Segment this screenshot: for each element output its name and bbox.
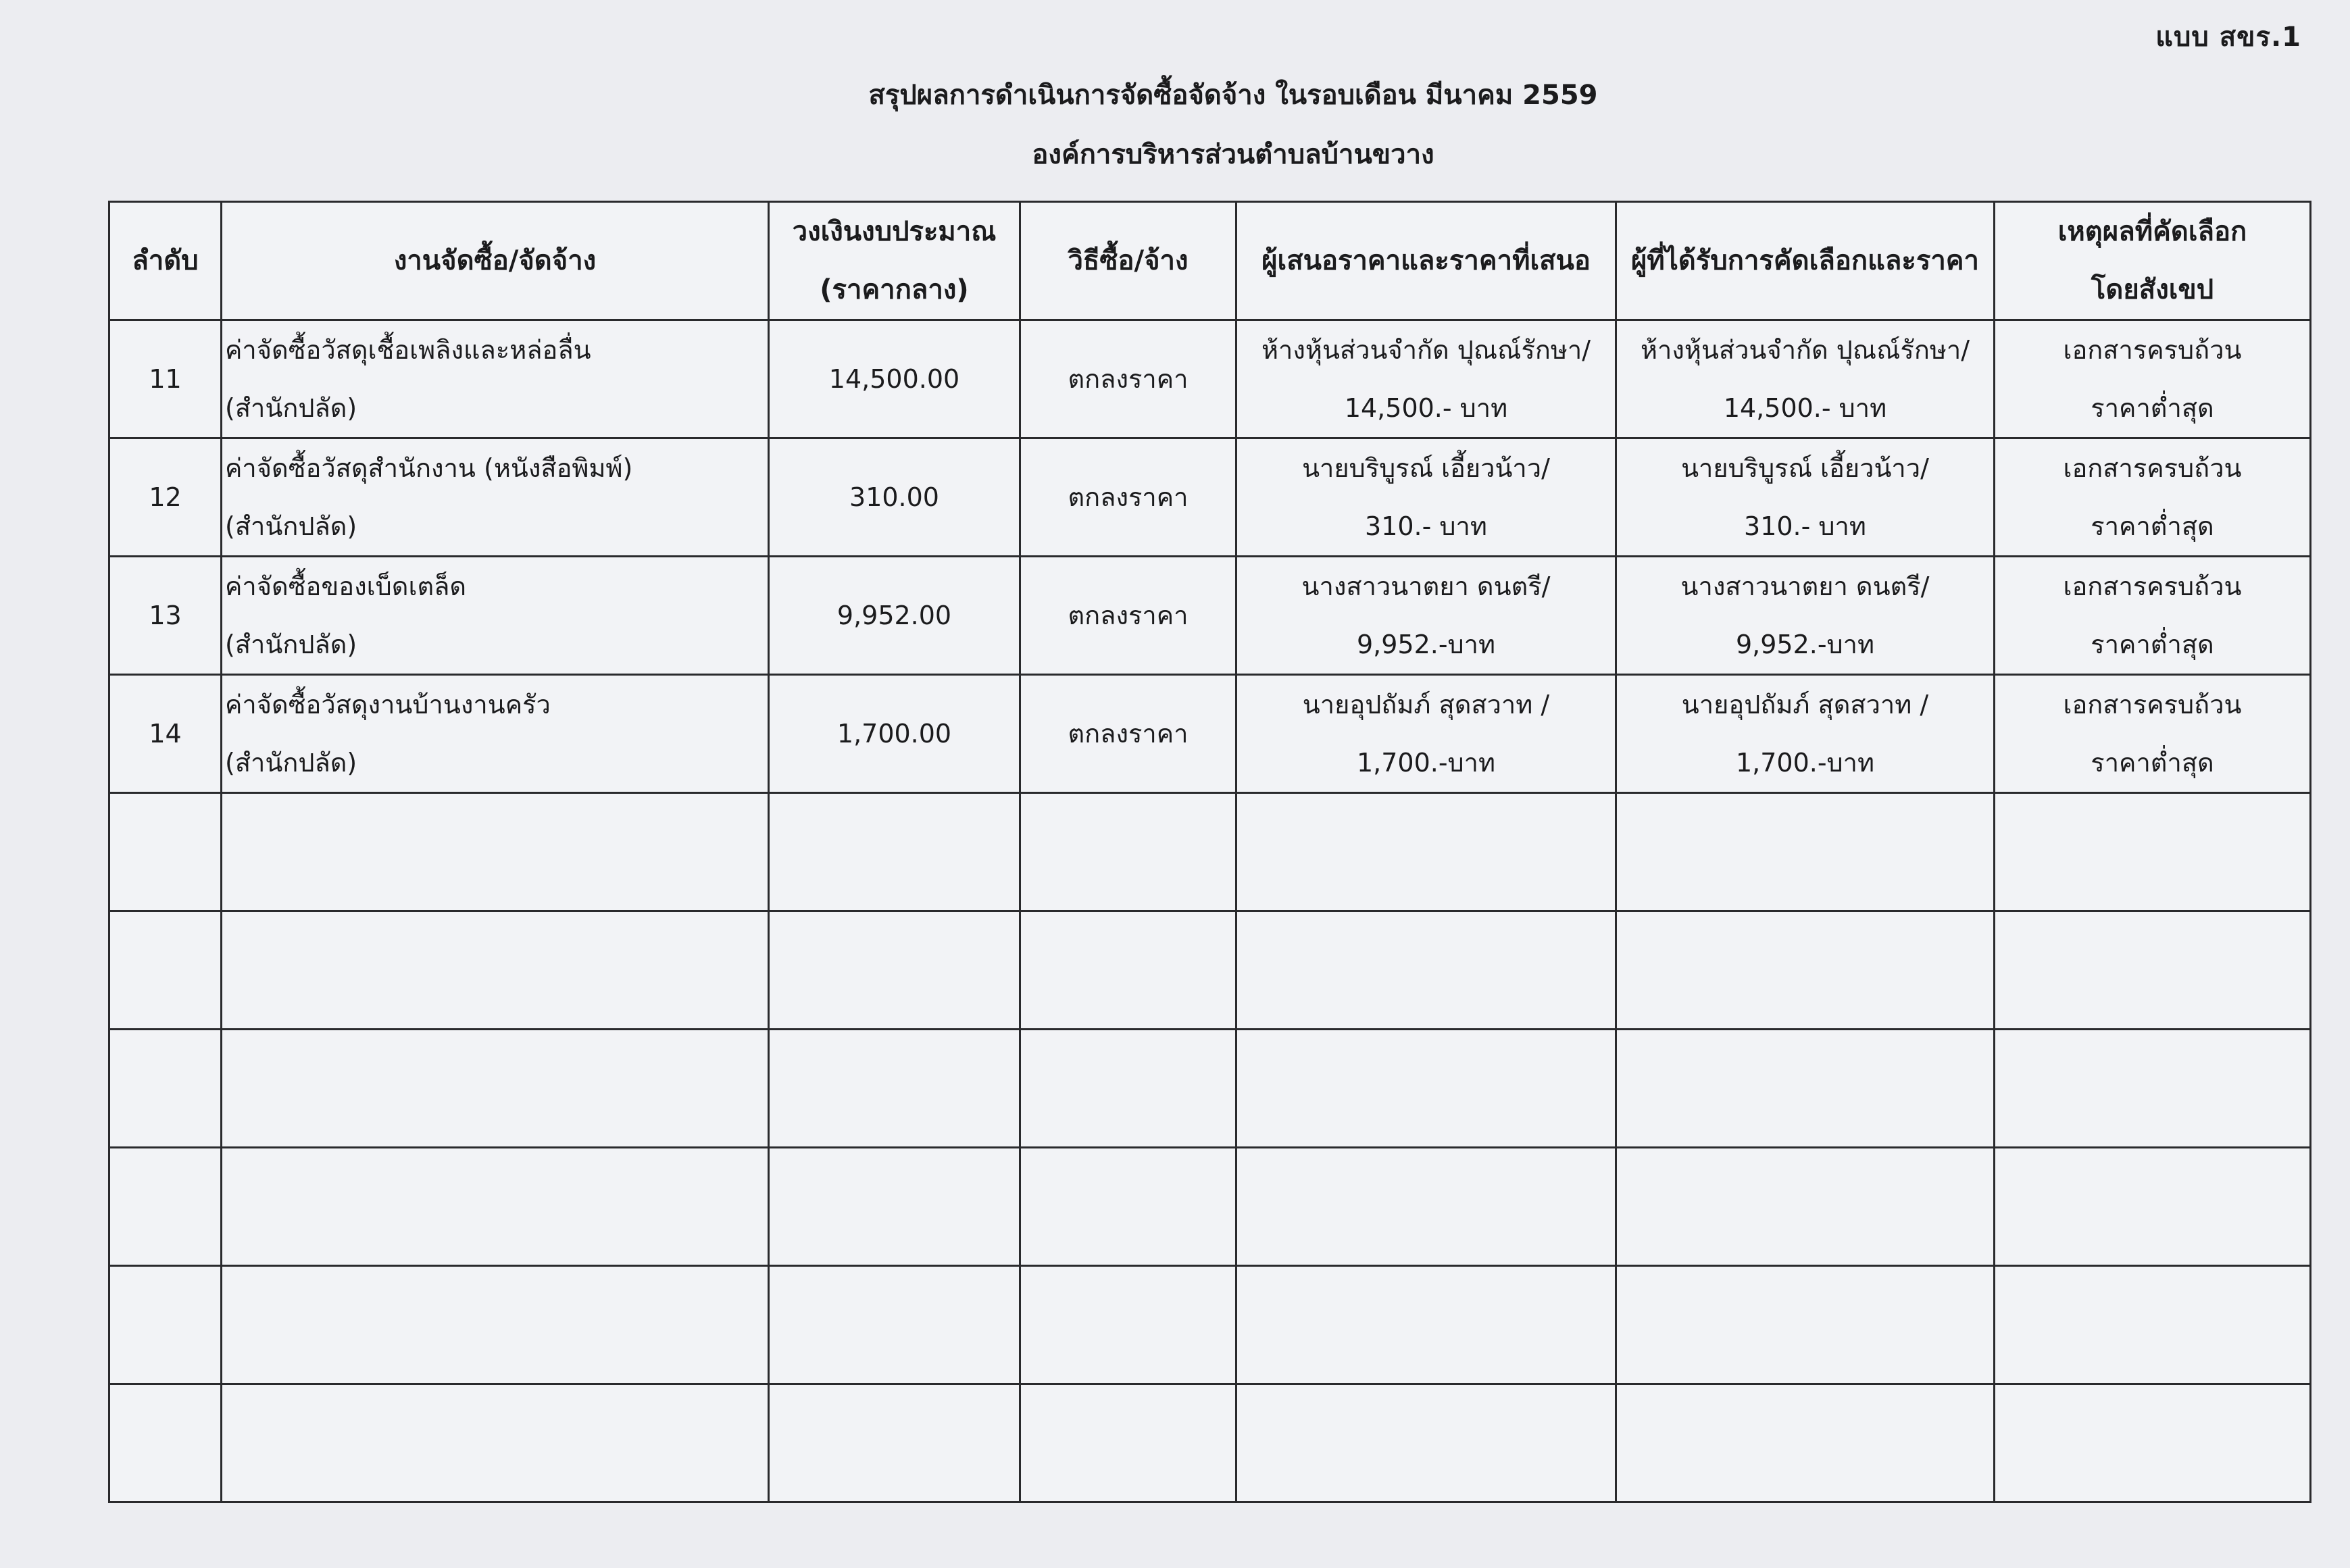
procurement-table xyxy=(108,201,2311,1503)
empty-cell xyxy=(222,1384,769,1502)
cell-method: ตกลงราคา xyxy=(1020,675,1236,793)
empty-cell xyxy=(222,1030,769,1148)
empty-cell xyxy=(1995,1148,2311,1266)
cell-budget: 1,700.00 xyxy=(769,675,1020,793)
empty-cell xyxy=(1616,1266,1995,1384)
empty-cell xyxy=(1616,1030,1995,1148)
header-bidders: ผู้เสนอราคาและราคาที่เสนอ xyxy=(1236,202,1616,320)
header-reason xyxy=(1995,202,2311,320)
empty-cell xyxy=(222,793,769,911)
empty-cell xyxy=(1020,793,1236,911)
form-code: แบบ สขร.1 xyxy=(2155,22,2301,53)
table-row xyxy=(109,438,2311,557)
empty-table-row xyxy=(109,1030,2311,1148)
cell-no: 14 xyxy=(109,675,222,793)
empty-cell xyxy=(109,1384,222,1502)
empty-cell xyxy=(769,1030,1020,1148)
empty-cell xyxy=(1020,1384,1236,1502)
empty-table-row xyxy=(109,1148,2311,1266)
empty-table-row xyxy=(109,911,2311,1030)
empty-cell xyxy=(109,1148,222,1266)
empty-cell xyxy=(1236,1148,1616,1266)
empty-cell xyxy=(1236,793,1616,911)
empty-cell xyxy=(1236,1030,1616,1148)
cell-no: 13 xyxy=(109,557,222,675)
header-no: ลำดับ xyxy=(109,202,222,320)
cell-no: 11 xyxy=(109,320,222,438)
empty-cell xyxy=(769,1148,1020,1266)
empty-cell xyxy=(769,793,1020,911)
empty-cell xyxy=(1995,911,2311,1030)
cell-bidder: ห้างหุ้นส่วนจำกัด ปุณณ์รักษา/ 14,500.- บาท xyxy=(1236,320,1616,438)
empty-cell xyxy=(109,1266,222,1384)
cell-method: ตกลงราคา xyxy=(1020,557,1236,675)
cell-bidder: นายบริบูรณ์ เอี้ยวน้าว/ 310.- บาท xyxy=(1236,438,1616,557)
header-budget-line1: วงเงินงบประมาณ xyxy=(792,216,997,247)
empty-cell xyxy=(1995,793,2311,911)
empty-cell xyxy=(1616,1384,1995,1502)
cell-winner: นางสาวนาตยา ดนตรี/ 9,952.-บาท xyxy=(1616,557,1995,675)
cell-budget: 9,952.00 xyxy=(769,557,1020,675)
header-item: งานจัดซื้อ/จัดจ้าง xyxy=(222,202,769,320)
cell-bidder: นายอุปถัมภ์ สุดสวาท / 1,700.-บาท xyxy=(1236,675,1616,793)
cell-method: ตกลงราคา xyxy=(1020,320,1236,438)
cell-budget: 310.00 xyxy=(769,438,1020,557)
empty-table-row xyxy=(109,1384,2311,1502)
table-row xyxy=(109,557,2311,675)
cell-no: 12 xyxy=(109,438,222,557)
empty-cell xyxy=(1616,1148,1995,1266)
cell-bidder: นางสาวนาตยา ดนตรี/ 9,952.-บาท xyxy=(1236,557,1616,675)
header-reason-line2: โดยสังเขป xyxy=(2091,274,2214,305)
empty-cell xyxy=(1236,1266,1616,1384)
header-winner: ผู้ที่ได้รับการคัดเลือกและราคา xyxy=(1616,202,1995,320)
header-reason-line1: เหตุผลที่คัดเลือก xyxy=(2057,216,2247,247)
cell-item: ค่าจัดซื้อวัสดุงานบ้านงานครัว (สำนักปลัด) xyxy=(222,675,769,793)
organization-name: องค์การบริหารส่วนตำบลบ้านขวาง xyxy=(1032,139,1434,170)
empty-table-row xyxy=(109,793,2311,911)
empty-cell xyxy=(1020,1030,1236,1148)
cell-budget: 14,500.00 xyxy=(769,320,1020,438)
empty-cell xyxy=(109,1030,222,1148)
table-row xyxy=(109,675,2311,793)
empty-cell xyxy=(769,1384,1020,1502)
cell-winner: นายอุปถัมภ์ สุดสวาท / 1,700.-บาท xyxy=(1616,675,1995,793)
empty-cell xyxy=(222,911,769,1030)
cell-reason: เอกสารครบถ้วน ราคาต่ำสุด xyxy=(1995,320,2311,438)
cell-winner: นายบริบูรณ์ เอี้ยวน้าว/ 310.- บาท xyxy=(1616,438,1995,557)
empty-cell xyxy=(1020,1266,1236,1384)
table-header-row xyxy=(109,202,2311,320)
report-title: สรุปผลการดำเนินการจัดซื้อจัดจ้าง ในรอบเดือน มีนาคม 2559 xyxy=(868,80,1598,111)
empty-cell xyxy=(1236,1384,1616,1502)
empty-cell xyxy=(109,793,222,911)
empty-cell xyxy=(222,1148,769,1266)
header-method: วิธีซื้อ/จ้าง xyxy=(1020,202,1236,320)
cell-reason: เอกสารครบถ้วน ราคาต่ำสุด xyxy=(1995,438,2311,557)
empty-cell xyxy=(1995,1384,2311,1502)
empty-cell xyxy=(1616,793,1995,911)
cell-item: ค่าจัดซื้อของเบ็ดเตล็ด (สำนักปลัด) xyxy=(222,557,769,675)
empty-table-row xyxy=(109,1266,2311,1384)
cell-item: ค่าจัดซื้อวัสดุสำนักงาน (หนังสือพิมพ์) (สำนักปลัด) xyxy=(222,438,769,557)
table-row xyxy=(109,320,2311,438)
empty-cell xyxy=(769,911,1020,1030)
empty-cell xyxy=(1236,911,1616,1030)
empty-cell xyxy=(1020,911,1236,1030)
cell-method: ตกลงราคา xyxy=(1020,438,1236,557)
empty-cell xyxy=(769,1266,1020,1384)
cell-reason: เอกสารครบถ้วน ราคาต่ำสุด xyxy=(1995,675,2311,793)
cell-reason: เอกสารครบถ้วน ราคาต่ำสุด xyxy=(1995,557,2311,675)
cell-item: ค่าจัดซื้อวัสดุเชื้อเพลิงและหล่อลื่น (สำนักปลัด) xyxy=(222,320,769,438)
empty-cell xyxy=(1616,911,1995,1030)
header-budget xyxy=(769,202,1020,320)
empty-cell xyxy=(1995,1030,2311,1148)
empty-cell xyxy=(1995,1266,2311,1384)
cell-winner: ห้างหุ้นส่วนจำกัด ปุณณ์รักษา/ 14,500.- บาท xyxy=(1616,320,1995,438)
empty-cell xyxy=(1020,1148,1236,1266)
empty-cell xyxy=(109,911,222,1030)
header-budget-line2: (ราคากลาง) xyxy=(820,274,969,305)
empty-cell xyxy=(222,1266,769,1384)
